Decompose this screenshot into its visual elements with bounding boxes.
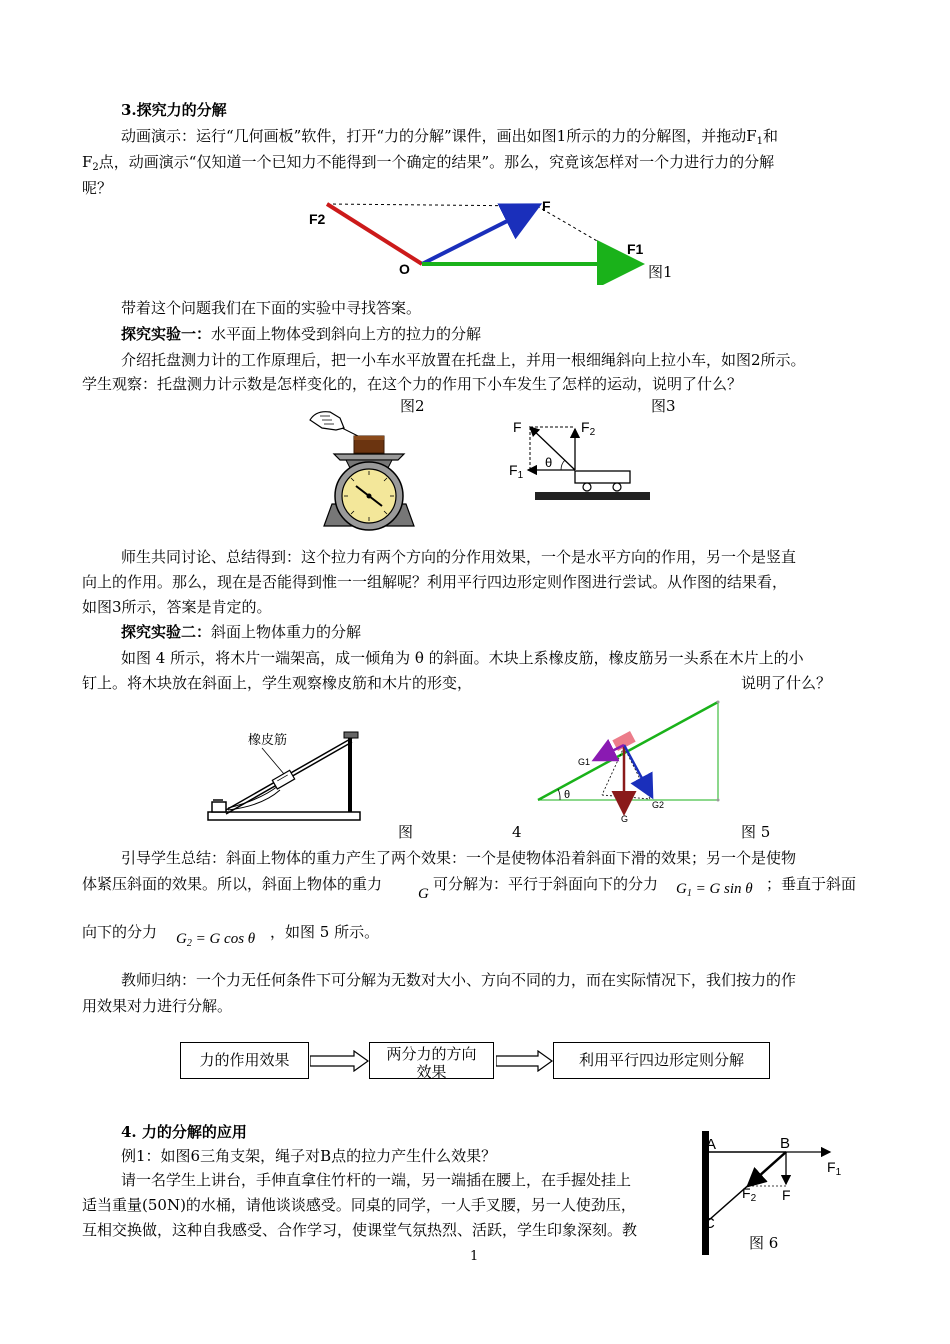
symbol-g: G — [418, 886, 429, 902]
fig6-label-c: C — [704, 1215, 715, 1232]
figure-1-force-decomposition — [305, 195, 695, 285]
paragraph-summary-line1: 引导学生总结：斜面上物体的重力产生了两个效果：一个是使物体沿着斜面下滑的效果；另一个是使物 — [121, 849, 797, 867]
section-3-heading: 3.探究力的分解 — [121, 101, 227, 119]
paragraph-discussion-line1: 师生共同讨论、总结得到：这个拉力有两个方向的分作用效果，一个是水平方向的作用，另一个是竖直 — [121, 548, 797, 566]
fig6-label-f1: $F_1$ — [827, 1159, 842, 1178]
paragraph-summary-line2-b: 可分解为：平行于斜面向下的分力 — [433, 875, 659, 893]
force-g1-line — [596, 745, 624, 759]
equation-g2: $G_2 = G$ cos θ — [176, 931, 256, 949]
figure-3-caption: 图3 — [651, 397, 676, 415]
section-4-heading: 4. 力的分解的应用 — [121, 1123, 247, 1141]
paragraph-exp2-line2: 钉上。将木块放在斜面上，学生观察橡皮筋和木片的形变， — [82, 674, 473, 692]
fig6-label-b: B — [780, 1135, 791, 1152]
flow-arrow-1 — [310, 1050, 370, 1072]
force-f-line — [422, 207, 535, 264]
paragraph-summary-line2-a: 体紧压斜面的效果。所以，斜面上物体的重力 — [82, 875, 383, 893]
fig1-label-f: F — [542, 198, 551, 214]
paragraph-teacher-line2: 用效果对力进行分解。 — [82, 997, 233, 1015]
figure-5-caption: 图 5 — [741, 823, 771, 841]
flow-box-direction-effect: 两分力的方向效果 — [369, 1042, 494, 1079]
paragraph-summary-line2-c: ；垂直于斜面 — [766, 875, 857, 893]
paragraph-section4-line3: 互相交换做，这种自我感受、合作学习，使课堂气氛热烈、活跃，学生印象深刻。教 — [82, 1221, 638, 1239]
paragraph-discussion-line3: 如图3所示，答案是肯定的。 — [82, 598, 272, 616]
experiment-1-title: 探究实验一：水平面上物体受到斜向上方的拉力的分解 — [121, 325, 482, 343]
fig3-label-theta: θ — [545, 455, 553, 470]
fig5-label-g: G — [621, 814, 629, 824]
figure-4-incline-rubber-band — [200, 722, 370, 827]
figure-5-gravity-decomposition — [530, 695, 730, 825]
force-f2-line — [327, 204, 422, 264]
flow-arrow-2 — [496, 1050, 554, 1072]
paragraph-intro-line3: 呢？ — [82, 179, 113, 197]
fig5-label-g1: G1 — [578, 757, 591, 767]
flow-box-parallelogram: 利用平行四边形定则分解 — [553, 1042, 770, 1079]
paragraph-teacher-line1: 教师归纳：一个力无任何条件下可分解为无数对大小、方向不同的力，而在实际情况下，我们按力的作 — [121, 971, 797, 989]
experiment-2-title: 探究实验二：斜面上物体重力的分解 — [121, 623, 362, 641]
flow-box-force-effect: 力的作用效果 — [180, 1042, 309, 1079]
fig5-label-g2: G2 — [652, 800, 665, 810]
paragraph-section4-line1: 请一名学生上讲台，手伸直拿住竹杆的一端，另一端插在腰上，在手握处挂上 — [121, 1171, 632, 1189]
paragraph-exp1-line2: 学生观察：托盘测力计示数是怎样变化的，在这个力的作用下小车发生了怎样的运动，说明了什么？ — [82, 375, 743, 393]
fig5-label-theta: θ — [564, 789, 571, 801]
paragraph-section4-line2: 适当重量(50N)的水桶，请他谈谈感受。同桌的同学，一人手叉腰，另一人使劲压， — [82, 1196, 636, 1214]
fig6-label-a: A — [706, 1136, 717, 1153]
figure-1-caption: 图1 — [648, 263, 673, 281]
paragraph-summary-line3-b: ，如图 5 所示。 — [270, 923, 380, 941]
fig6-label-f2: $F_2$ — [742, 1185, 757, 1204]
fig3-label-f2: $F_2$ — [581, 419, 596, 438]
figure-4-caption-a: 图 — [398, 823, 414, 841]
paragraph-intro-line1: 动画演示：运行“几何画板”软件，打开“力的分解”课件，画出如图1所示的力的分解图，并拖动$F_1$和 — [121, 127, 779, 147]
figure-2-caption: 图2 — [400, 397, 425, 415]
figure-4-caption-b: 4 — [512, 823, 522, 841]
fig4-label-rubber-band: 橡皮筋 — [248, 732, 288, 747]
page-number: 1 — [470, 1249, 479, 1264]
example-1-question: 例1：如图6三角支架，绳子对B点的拉力产生什么效果？ — [121, 1147, 497, 1165]
figure-3-cart-force — [505, 415, 655, 507]
paragraph-summary-line3-a: 向下的分力 — [82, 923, 158, 941]
figure-6-caption: 图 6 — [749, 1234, 779, 1252]
paragraph-seek-answer: 带着这个问题我们在下面的实验中寻找答案。 — [121, 299, 422, 317]
paragraph-exp1-line1: 介绍托盘测力计的工作原理后，把一小车水平放置在托盘上，并用一根细绳斜向上拉小车，如图2所示。 — [121, 351, 806, 369]
fig1-label-f2: F2 — [309, 211, 326, 227]
fig3-label-f: F — [513, 419, 522, 435]
fig3-label-f1: $F_1$ — [509, 462, 524, 481]
paragraph-discussion-line2: 向上的作用。那么，现在是否能得到惟一一组解呢？利用平行四边形定则作图进行尝试。从作图的结果看， — [82, 573, 788, 591]
paragraph-exp2-line2-end: 说明了什么？ — [741, 674, 832, 692]
paragraph-exp2-line1: 如图 4 所示，将木片一端架高，成一倾角为 θ 的斜面。木块上系橡皮筋，橡皮筋另一头系在木片上的小 — [121, 649, 804, 667]
fig1-label-o: O — [399, 261, 410, 277]
fig6-label-f: F — [782, 1187, 791, 1203]
figure-2-tray-scale — [300, 404, 420, 532]
paragraph-intro-line2: $F_2$点，动画演示“仅知道一个已知力不能得到一个确定的结果”。那么，究竟该怎样对一个力进行力的分解 — [82, 153, 775, 173]
equation-g1: $G_1 = G$ sin θ — [676, 881, 753, 899]
force-g2-line — [624, 745, 651, 795]
fig1-label-f1: F1 — [627, 241, 644, 257]
